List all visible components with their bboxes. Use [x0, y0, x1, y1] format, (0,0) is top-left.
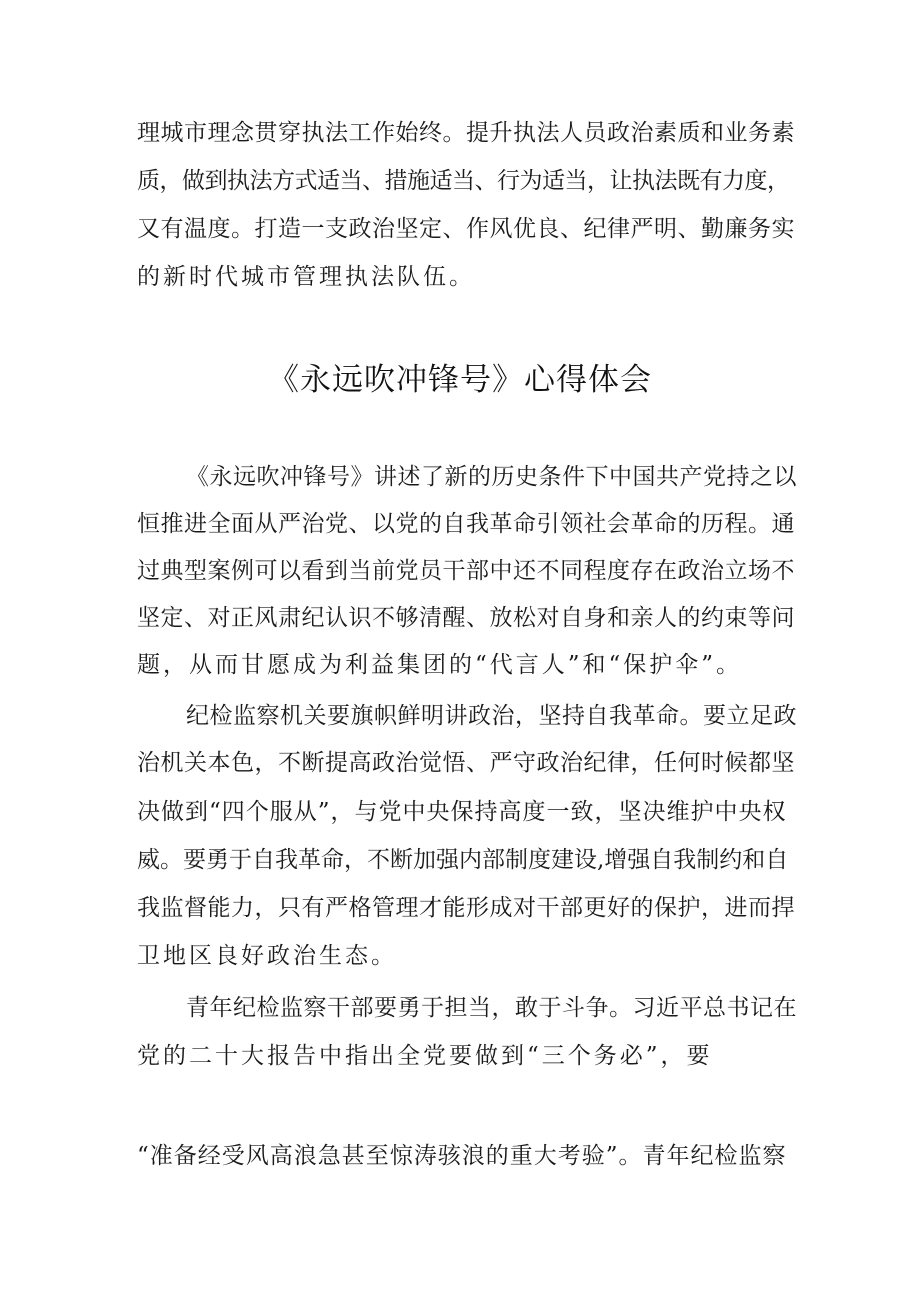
text-line: 坚定、对正风肃纪认识不够清醒、放松对自身和亲人的约束等问	[137, 605, 795, 631]
text-line: 题，从而甘愿成为利益集团的“代言人”和“保护伞”。	[137, 652, 743, 678]
text-line: 质，做到执法方式适当、措施适当、行为适当，让执法既有力度，	[137, 168, 790, 194]
text-line: 理城市理念贯穿执法工作始终。提升执法人员政治素质和业务素	[137, 120, 795, 146]
text-line: 治机关本色，不断提高政治觉悟、严守政治纪律，任何时候都坚	[137, 750, 795, 776]
text-line: “准备经受风高浪急甚至惊涛骇浪的重大考验”。青年纪检监察	[137, 1143, 787, 1169]
text-line: 纪检监察机关要旗帜鲜明讲政治，坚持自我革命。要立足政	[186, 703, 797, 729]
text-line: 恒推进全面从严治党、以党的自我革命引领社会革命的历程。通	[137, 511, 795, 537]
text-line: 青年纪检监察干部要勇于担当，敢于斗争。习近平总书记在	[186, 995, 797, 1021]
text-line: 过典型案例可以看到当前党员干部中还不同程度存在政治立场不	[137, 558, 795, 584]
text-line: 决做到“四个服从”，与党中央保持高度一致，坚决维护中央权	[137, 799, 787, 825]
text-line: 卫地区良好政治生态。	[137, 943, 397, 969]
article-title: 《永远吹冲锋号》心得体会	[268, 362, 652, 398]
text-line: 《永远吹冲锋号》讲述了新的历史条件下中国共产党持之以	[186, 464, 797, 490]
text-line: 威。要勇于自我革命，不断加强内部制度建设,增强自我制约和自	[137, 847, 789, 873]
text-line: 党的二十大报告中指出全党要做到“三个务必”，要	[137, 1043, 713, 1069]
text-line: 的新时代城市管理执法队伍。	[137, 264, 475, 290]
text-line: 我监督能力，只有严格管理才能形成对干部更好的保护，进而捍	[137, 895, 795, 921]
text-line: 又有温度。打造一支政治坚定、作风优良、纪律严明、勤廉务实	[137, 216, 795, 242]
